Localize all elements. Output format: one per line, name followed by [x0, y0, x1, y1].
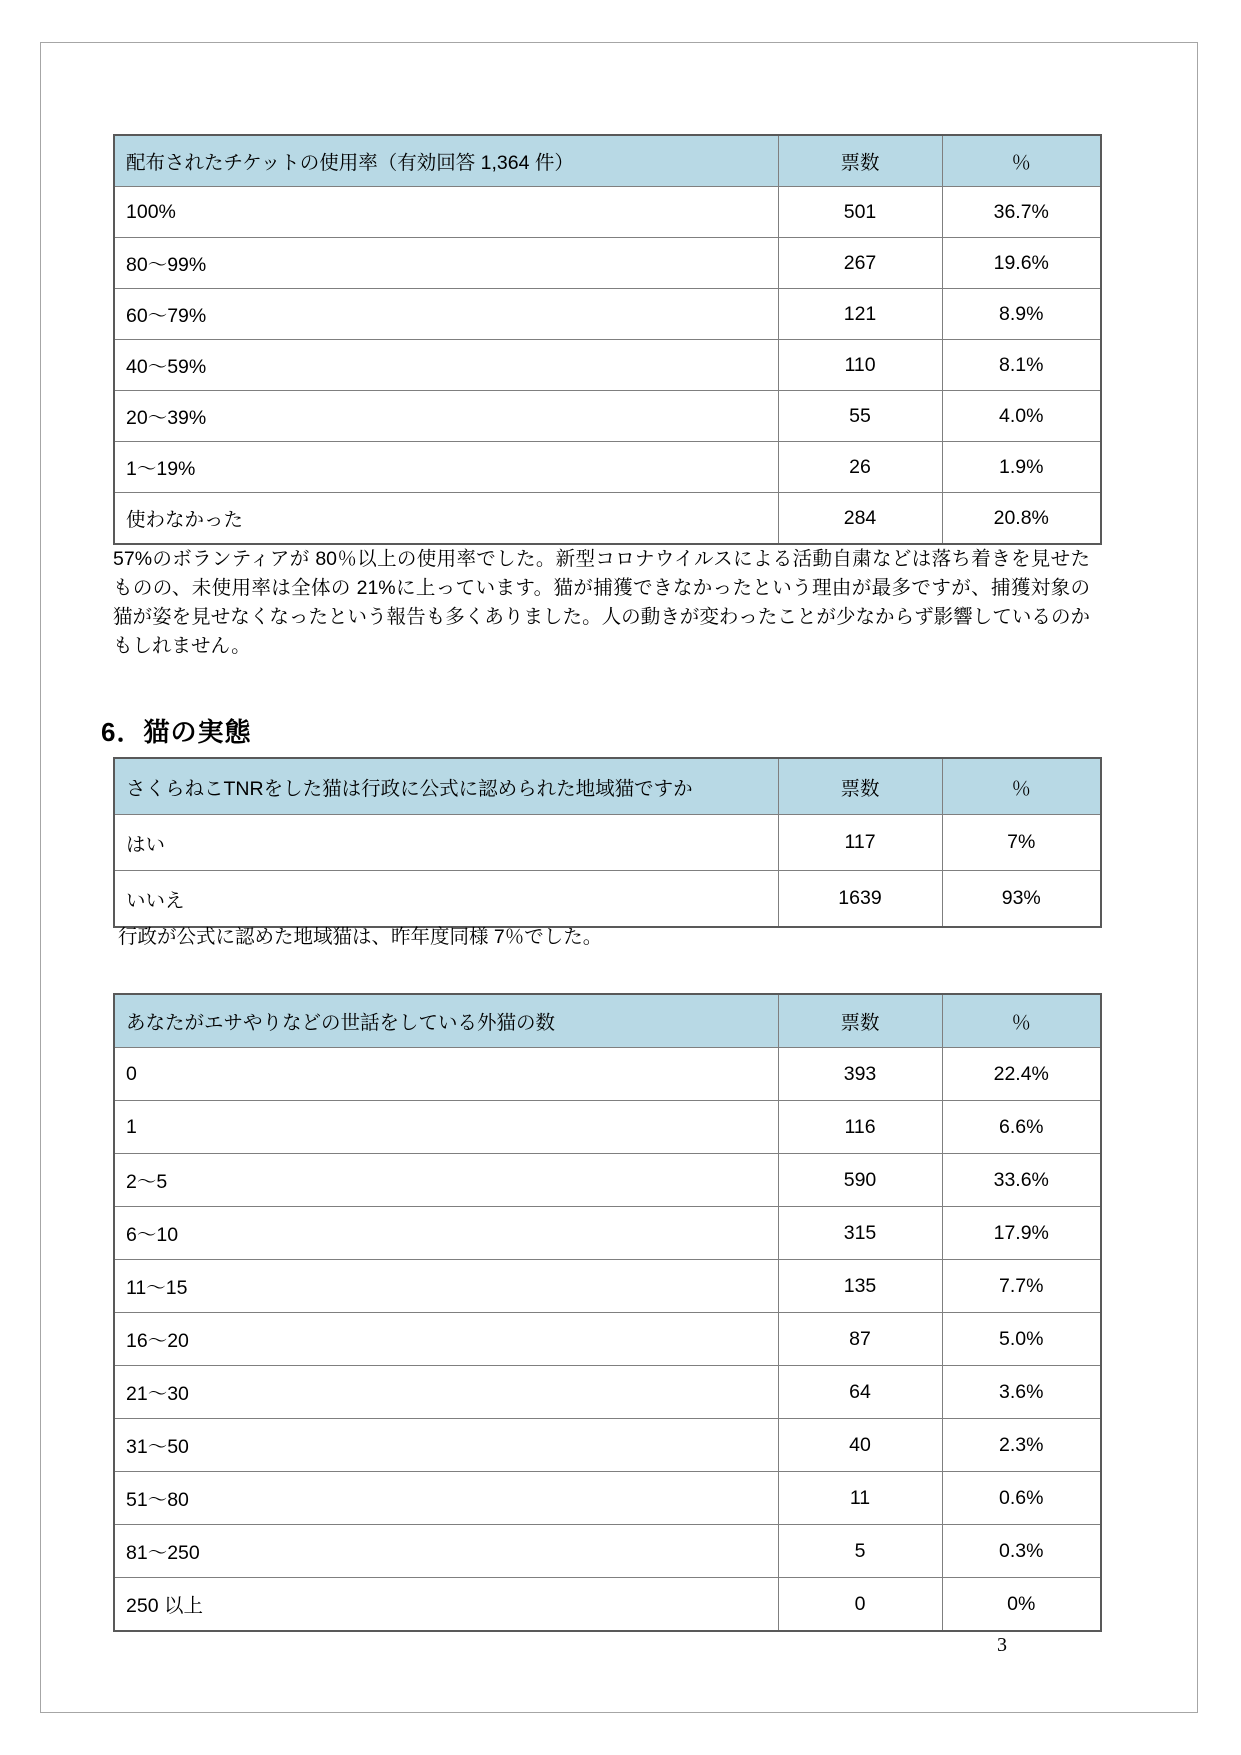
cell-vote-count: 5: [778, 1525, 942, 1578]
cell-percentage: 6.6%: [942, 1101, 1101, 1154]
percent-column-header: ％: [942, 994, 1101, 1048]
cell-percentage: 2.3%: [942, 1419, 1101, 1472]
votes-column-header: 票数: [778, 758, 942, 815]
table-row: [114, 1101, 1101, 1154]
table-row: [114, 1313, 1101, 1366]
cell-percentage: 0%: [942, 1578, 1101, 1632]
cell-answer-label: 使わなかった: [114, 493, 778, 545]
cell-vote-count: 284: [778, 493, 942, 545]
table-row: [114, 493, 1101, 545]
cell-answer-label: 21～30: [114, 1366, 778, 1419]
cell-percentage: 20.8%: [942, 493, 1101, 545]
cell-answer-label: 16～20: [114, 1313, 778, 1366]
cell-answer-label: 31～50: [114, 1419, 778, 1472]
cell-vote-count: 64: [778, 1366, 942, 1419]
ticket-usage-table-wrapper: [113, 134, 1102, 545]
section-heading: 6．猫の実態: [101, 717, 252, 747]
cell-answer-label: 1: [114, 1101, 778, 1154]
cell-vote-count: 110: [778, 340, 942, 391]
page-number: 3: [997, 1634, 1007, 1656]
community-cat-table: [113, 757, 1102, 928]
outdoor-cat-count-table-wrapper: [113, 993, 1102, 1632]
table-row: [114, 187, 1101, 238]
table-row: [114, 1525, 1101, 1578]
cell-percentage: 0.6%: [942, 1472, 1101, 1525]
cell-vote-count: 1639: [778, 871, 942, 928]
outdoor-cat-count-table: [113, 993, 1102, 1632]
cell-percentage: 3.6%: [942, 1366, 1101, 1419]
cell-percentage: 0.3%: [942, 1525, 1101, 1578]
cell-percentage: 7.7%: [942, 1260, 1101, 1313]
cell-answer-label: はい: [114, 815, 778, 871]
cell-percentage: 8.9%: [942, 289, 1101, 340]
cell-vote-count: 393: [778, 1048, 942, 1101]
community-cat-note: 行政が公式に認めた地域猫は、昨年度同様 7％でした。: [118, 926, 603, 948]
table-row: [114, 1578, 1101, 1632]
table-header-row: [114, 994, 1101, 1048]
cell-vote-count: 121: [778, 289, 942, 340]
cell-answer-label: 80～99%: [114, 238, 778, 289]
cell-percentage: 19.6%: [942, 238, 1101, 289]
table-row: [114, 1207, 1101, 1260]
table-row: [114, 815, 1101, 871]
cell-percentage: 93%: [942, 871, 1101, 928]
cell-answer-label: 51～80: [114, 1472, 778, 1525]
cell-answer-label: 81～250: [114, 1525, 778, 1578]
cell-vote-count: 590: [778, 1154, 942, 1207]
cell-percentage: 7%: [942, 815, 1101, 871]
cell-vote-count: 501: [778, 187, 942, 238]
table-row: [114, 1472, 1101, 1525]
ticket-usage-table: [113, 134, 1102, 545]
cell-answer-label: 250 以上: [114, 1578, 778, 1632]
cell-answer-label: 6～10: [114, 1207, 778, 1260]
cell-answer-label: 1～19%: [114, 442, 778, 493]
cell-vote-count: 116: [778, 1101, 942, 1154]
cell-percentage: 36.7%: [942, 187, 1101, 238]
cell-vote-count: 117: [778, 815, 942, 871]
cell-answer-label: 60～79%: [114, 289, 778, 340]
table-title: あなたがエサやりなどの世話をしている外猫の数: [114, 994, 778, 1048]
percent-column-header: ％: [942, 135, 1101, 187]
votes-column-header: 票数: [778, 135, 942, 187]
cell-answer-label: 11～15: [114, 1260, 778, 1313]
cell-answer-label: 2～5: [114, 1154, 778, 1207]
table-row: [114, 340, 1101, 391]
percent-column-header: ％: [942, 758, 1101, 815]
cell-vote-count: 0: [778, 1578, 942, 1632]
cell-vote-count: 11: [778, 1472, 942, 1525]
cell-percentage: 22.4%: [942, 1048, 1101, 1101]
cell-percentage: 4.0%: [942, 391, 1101, 442]
cell-answer-label: 20～39%: [114, 391, 778, 442]
community-cat-table-wrapper: [113, 757, 1102, 928]
cell-vote-count: 55: [778, 391, 942, 442]
table-title: さくらねこTNRをした猫は行政に公式に認められた地域猫ですか: [114, 758, 778, 815]
cell-answer-label: いいえ: [114, 871, 778, 928]
cell-answer-label: 0: [114, 1048, 778, 1101]
cell-vote-count: 26: [778, 442, 942, 493]
table-row: [114, 1154, 1101, 1207]
table-row: [114, 391, 1101, 442]
table-header-row: [114, 135, 1101, 187]
cell-answer-label: 40～59%: [114, 340, 778, 391]
table-header-row: [114, 758, 1101, 815]
cell-percentage: 8.1%: [942, 340, 1101, 391]
table-row: [114, 871, 1101, 928]
cell-vote-count: 40: [778, 1419, 942, 1472]
cell-percentage: 33.6%: [942, 1154, 1101, 1207]
cell-percentage: 5.0%: [942, 1313, 1101, 1366]
table-title: 配布されたチケットの使用率（有効回答 1,364 件）: [114, 135, 778, 187]
table-row: [114, 1366, 1101, 1419]
cell-percentage: 17.9%: [942, 1207, 1101, 1260]
cell-vote-count: 87: [778, 1313, 942, 1366]
usage-commentary-paragraph: 57%のボランティアが 80％以上の使用率でした。新型コロナウイルスによる活動自粛などは落ち着きを見せたものの、未使用率は全体の 21%に上っています。猫が捕獲できなかったという理由が最多ですが、捕獲対象の猫が姿を見せなくなったという報告も多くありました。人の動きが変わったことが少なからず影響しているのかもしれません。: [113, 548, 1090, 657]
table-row: [114, 238, 1101, 289]
cell-answer-label: 100%: [114, 187, 778, 238]
cell-vote-count: 135: [778, 1260, 942, 1313]
cell-vote-count: 315: [778, 1207, 942, 1260]
votes-column-header: 票数: [778, 994, 942, 1048]
table-row: [114, 1048, 1101, 1101]
table-row: [114, 1419, 1101, 1472]
cell-vote-count: 267: [778, 238, 942, 289]
table-row: [114, 289, 1101, 340]
cell-percentage: 1.9%: [942, 442, 1101, 493]
table-row: [114, 442, 1101, 493]
table-row: [114, 1260, 1101, 1313]
